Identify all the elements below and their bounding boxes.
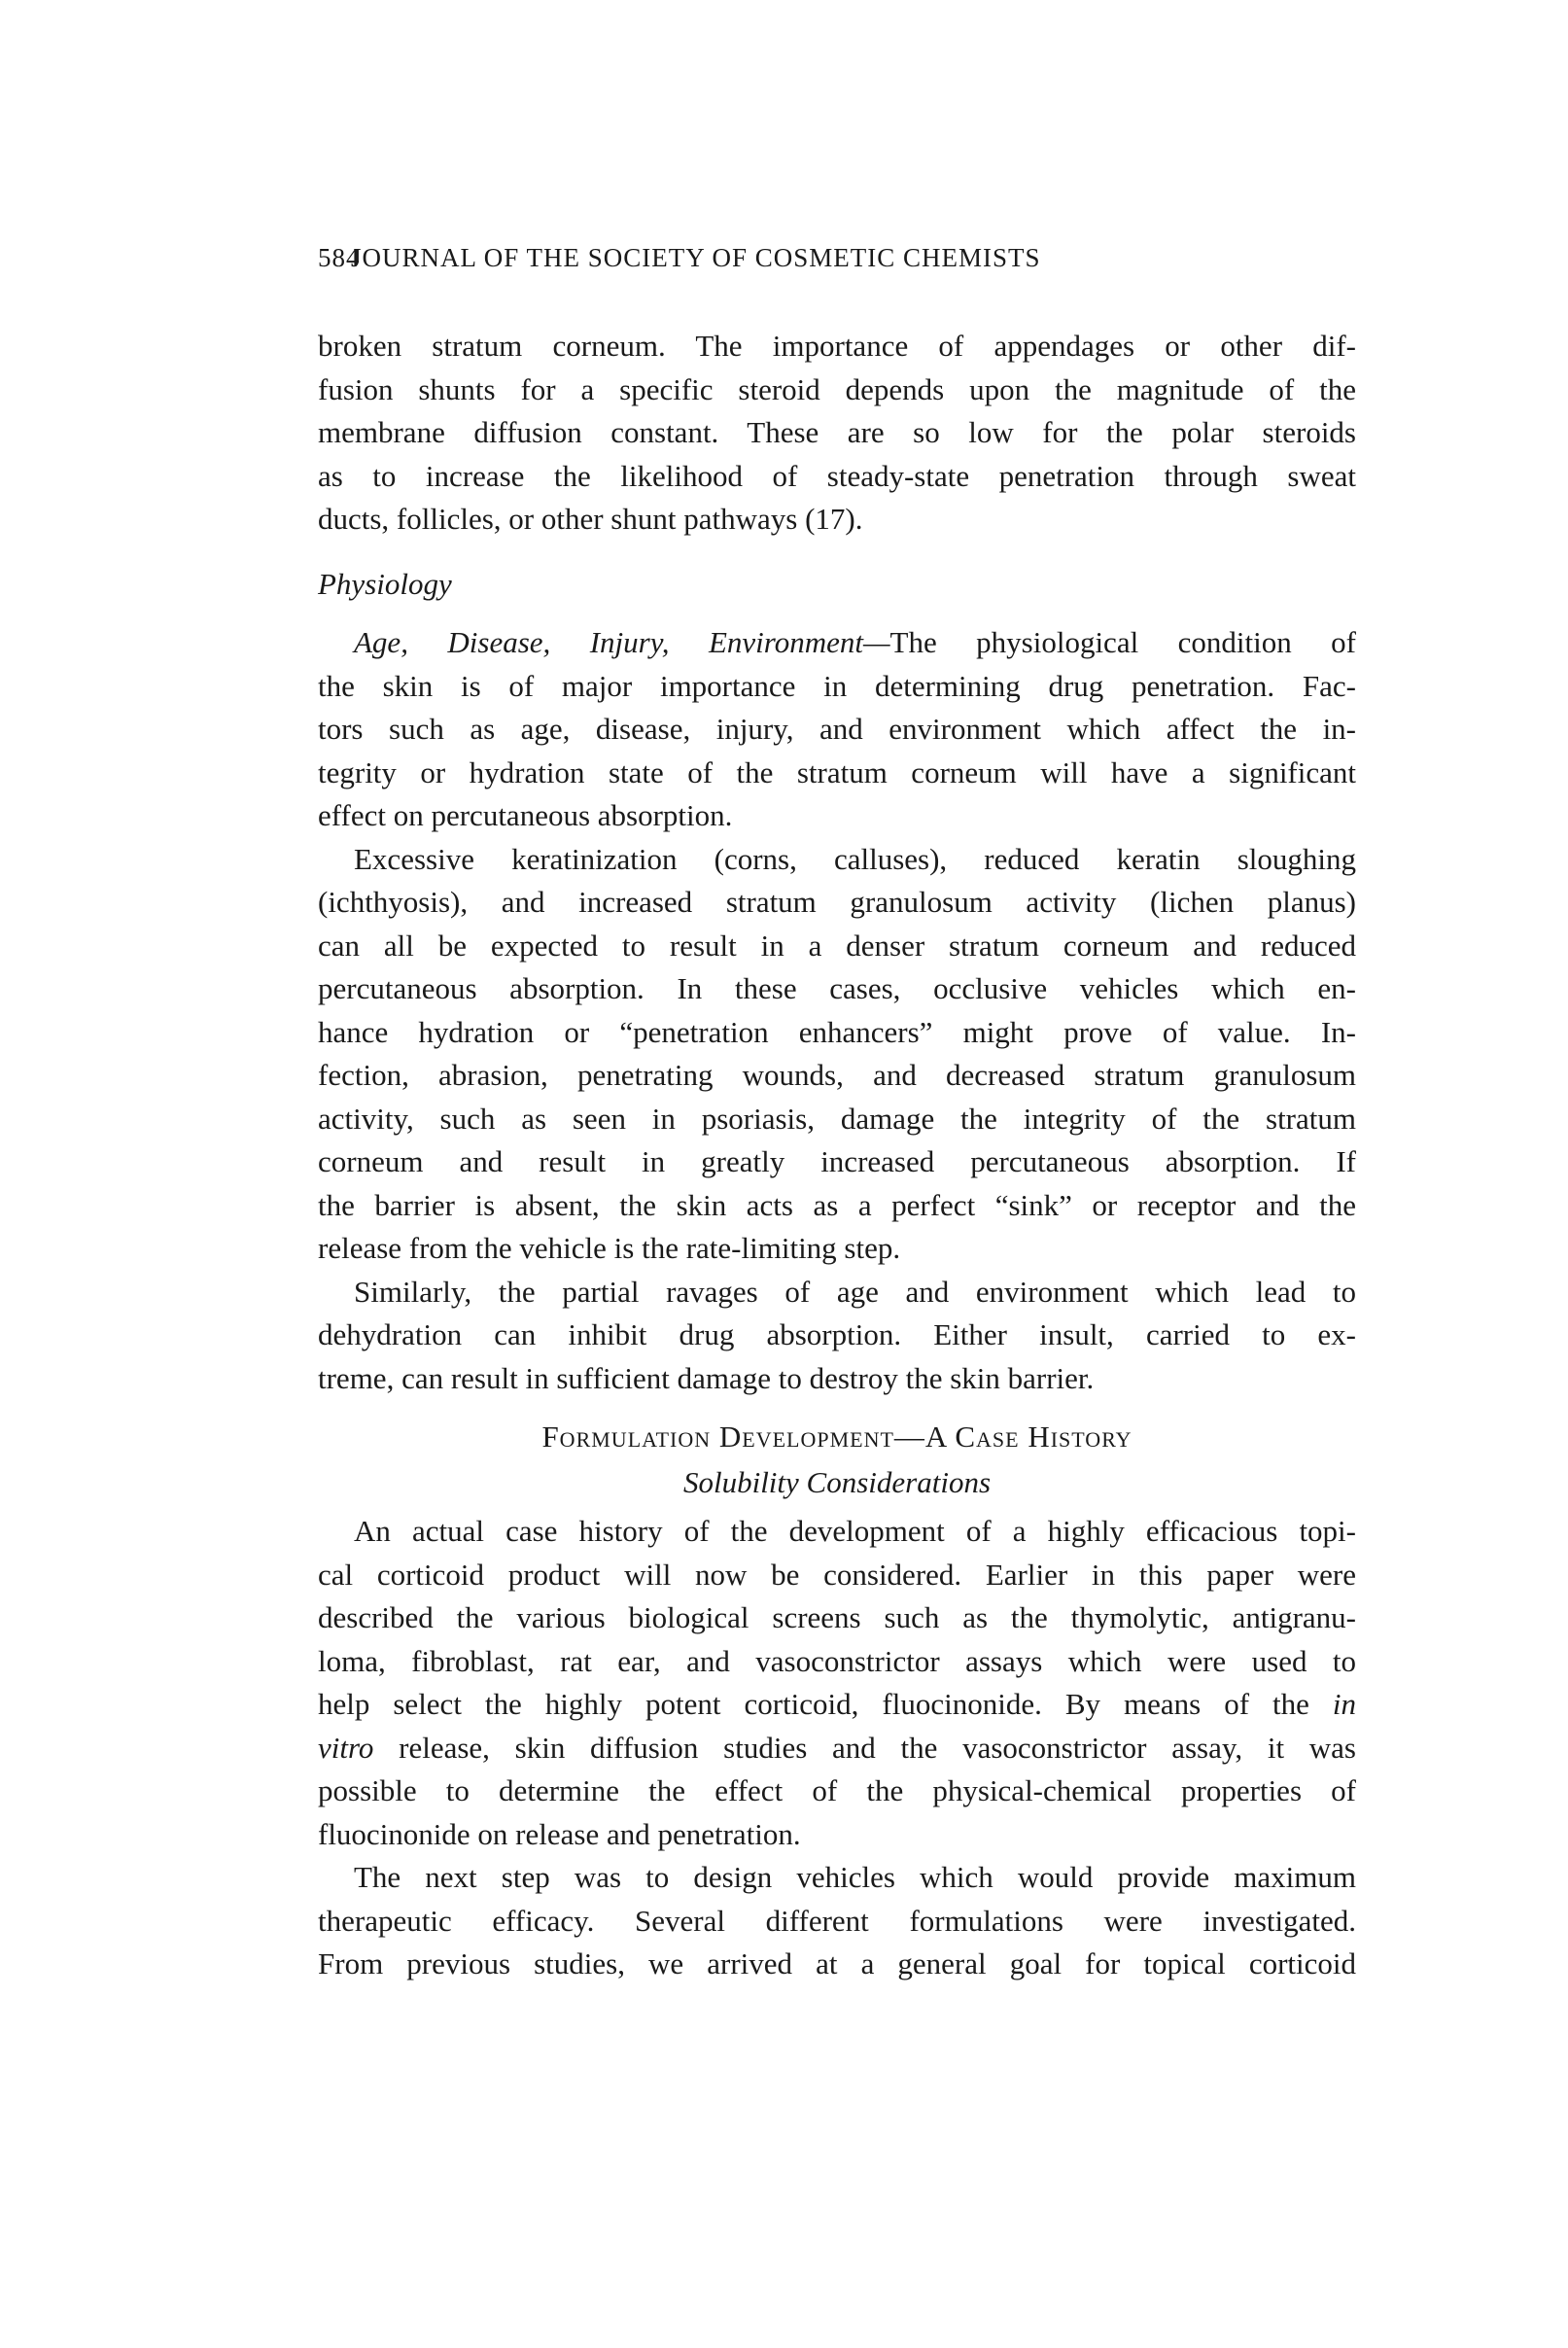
text-line <box>318 368 1356 412</box>
line-text: membrane diffusion constant. These are so low for the polar steroids <box>318 415 1356 449</box>
line-text: corneum and result in greatly increased percutaneous absorption. If <box>318 1144 1356 1178</box>
text-line <box>318 1098 1356 1141</box>
line-text: broken stratum corneum. The importance of appendages or other dif- <box>318 329 1356 363</box>
line-text: tors such as age, disease, injury, and environment which affect the in- <box>318 712 1356 746</box>
subsection-title: Solubility Considerations <box>682 1464 992 1499</box>
line-text: described the various biological screens such as the thymolytic, antigranu- <box>318 1600 1356 1634</box>
text-line <box>318 621 1356 665</box>
text-line <box>318 1770 1356 1813</box>
line-text: activity, such as seen in psoriasis, damage the integrity of the stratum <box>318 1101 1356 1136</box>
text-line <box>318 708 1356 752</box>
paragraph <box>318 1856 1356 1986</box>
line-text: can all be expected to result in a denser stratum corneum and reduced <box>318 928 1356 963</box>
italic-text: Age, Disease, Injury, Environment— <box>354 625 890 659</box>
page-number: 584 <box>318 243 361 272</box>
text-line <box>318 925 1356 968</box>
text-line <box>318 1856 1356 1900</box>
line-text: loma, fibroblast, rat ear, and vasoconstrictor assays which were used to <box>318 1643 1356 1678</box>
text-line <box>318 1813 1356 1857</box>
line-text: release, skin diffusion studies and the vasoconstrictor assay, it was <box>373 1730 1356 1765</box>
line-text: the barrier is absent, the skin acts as a perfect “sink” or receptor and the <box>318 1187 1356 1222</box>
text-line <box>318 1227 1356 1271</box>
text-line <box>318 1510 1356 1554</box>
line-text: fluocinonide on release and penetration. <box>318 1816 801 1851</box>
line-text: Similarly, the partial ravages of age and environment which lead to <box>354 1274 1356 1309</box>
line-text: as to increase the likelihood of steady-state penetration through sweat <box>318 458 1356 493</box>
italic-text: vitro <box>318 1730 374 1765</box>
text-line <box>318 1271 1356 1314</box>
line-text: Excessive keratinization (corns, calluses), reduced keratin sloughing <box>354 841 1356 876</box>
line-text: possible to determine the effect of the physical-chemical properties of <box>318 1773 1356 1807</box>
body-text <box>318 325 1356 1986</box>
line-text: An actual case history of the development of a highly efficacious topi- <box>354 1514 1356 1548</box>
text-line <box>318 1314 1356 1357</box>
text-line <box>318 1011 1356 1055</box>
text-line <box>318 1054 1356 1098</box>
line-text: help select the highly potent corticoid, fluocinonide. By means of the <box>318 1687 1309 1721</box>
line-text: fusion shunts for a specific steroid depends upon the magnitude of the <box>318 371 1356 406</box>
text-line <box>318 455 1356 499</box>
italic-text: in <box>1332 1687 1357 1721</box>
text-line <box>318 967 1356 1011</box>
line-text: tegrity or hydration state of the stratum corneum will have a significant <box>318 754 1356 789</box>
paragraph <box>318 838 1356 1271</box>
line-text: The next step was to design vehicles which would provide maximum <box>354 1860 1356 1894</box>
line-text: treme, can result in sufficient damage to destroy the skin barrier. <box>318 1360 1095 1395</box>
running-title: JOURNAL OF THE SOCIETY OF COSMETIC CHEMISTS <box>351 243 1041 272</box>
text-line <box>318 1727 1356 1770</box>
paragraph <box>318 1510 1356 1856</box>
text-line <box>318 1357 1356 1401</box>
line-text: release from the vehicle is the rate-limiting step. <box>318 1231 901 1265</box>
line-text: therapeutic efficacy. Several different formulations were investigated. <box>318 1903 1356 1938</box>
text-line <box>318 881 1356 925</box>
line-text: cal corticoid product will now be considered. Earlier in this paper were <box>318 1557 1356 1592</box>
text-line <box>318 1640 1356 1684</box>
running-header <box>318 243 1356 282</box>
line-text: hance hydration or “penetration enhancers” might prove of value. In- <box>318 1014 1356 1049</box>
text-line <box>318 794 1356 838</box>
line-text: percutaneous absorption. In these cases, occlusive vehicles which en- <box>318 971 1356 1005</box>
text-line <box>318 838 1356 882</box>
line-text: the skin is of major importance in determining drug penetration. Fac- <box>318 668 1356 703</box>
line-text: effect on percutaneous absorption. <box>318 798 733 832</box>
text-line <box>318 1554 1356 1597</box>
paragraph <box>318 325 1356 542</box>
text-line <box>318 498 1356 542</box>
line-text: fection, abrasion, penetrating wounds, and decreased stratum granulosum <box>318 1058 1356 1092</box>
text-line <box>318 1184 1356 1228</box>
text-line <box>318 411 1356 455</box>
text-line <box>318 1900 1356 1944</box>
text-line <box>318 752 1356 795</box>
line-text: dehydration can inhibit drug absorption. Either insult, carried to ex- <box>318 1317 1356 1351</box>
paragraph <box>318 1271 1356 1401</box>
text-line <box>318 1140 1356 1184</box>
text-line <box>318 1683 1356 1727</box>
text-line <box>318 665 1356 709</box>
section-title: Formulation Development—A Case History <box>541 1419 1132 1454</box>
paragraph <box>318 621 1356 838</box>
text-line <box>318 1596 1356 1640</box>
text-line <box>318 325 1356 368</box>
line-text: The physiological condition of <box>889 625 1356 659</box>
line-text: From previous studies, we arrived at a general goal for topical corticoid <box>318 1946 1356 1980</box>
line-text: (ichthyosis), and increased stratum granulosum activity (lichen planus) <box>318 885 1356 919</box>
section-heading: Physiology <box>318 566 452 601</box>
text-line <box>318 1943 1356 1986</box>
line-text: ducts, follicles, or other shunt pathways (17). <box>318 502 863 536</box>
